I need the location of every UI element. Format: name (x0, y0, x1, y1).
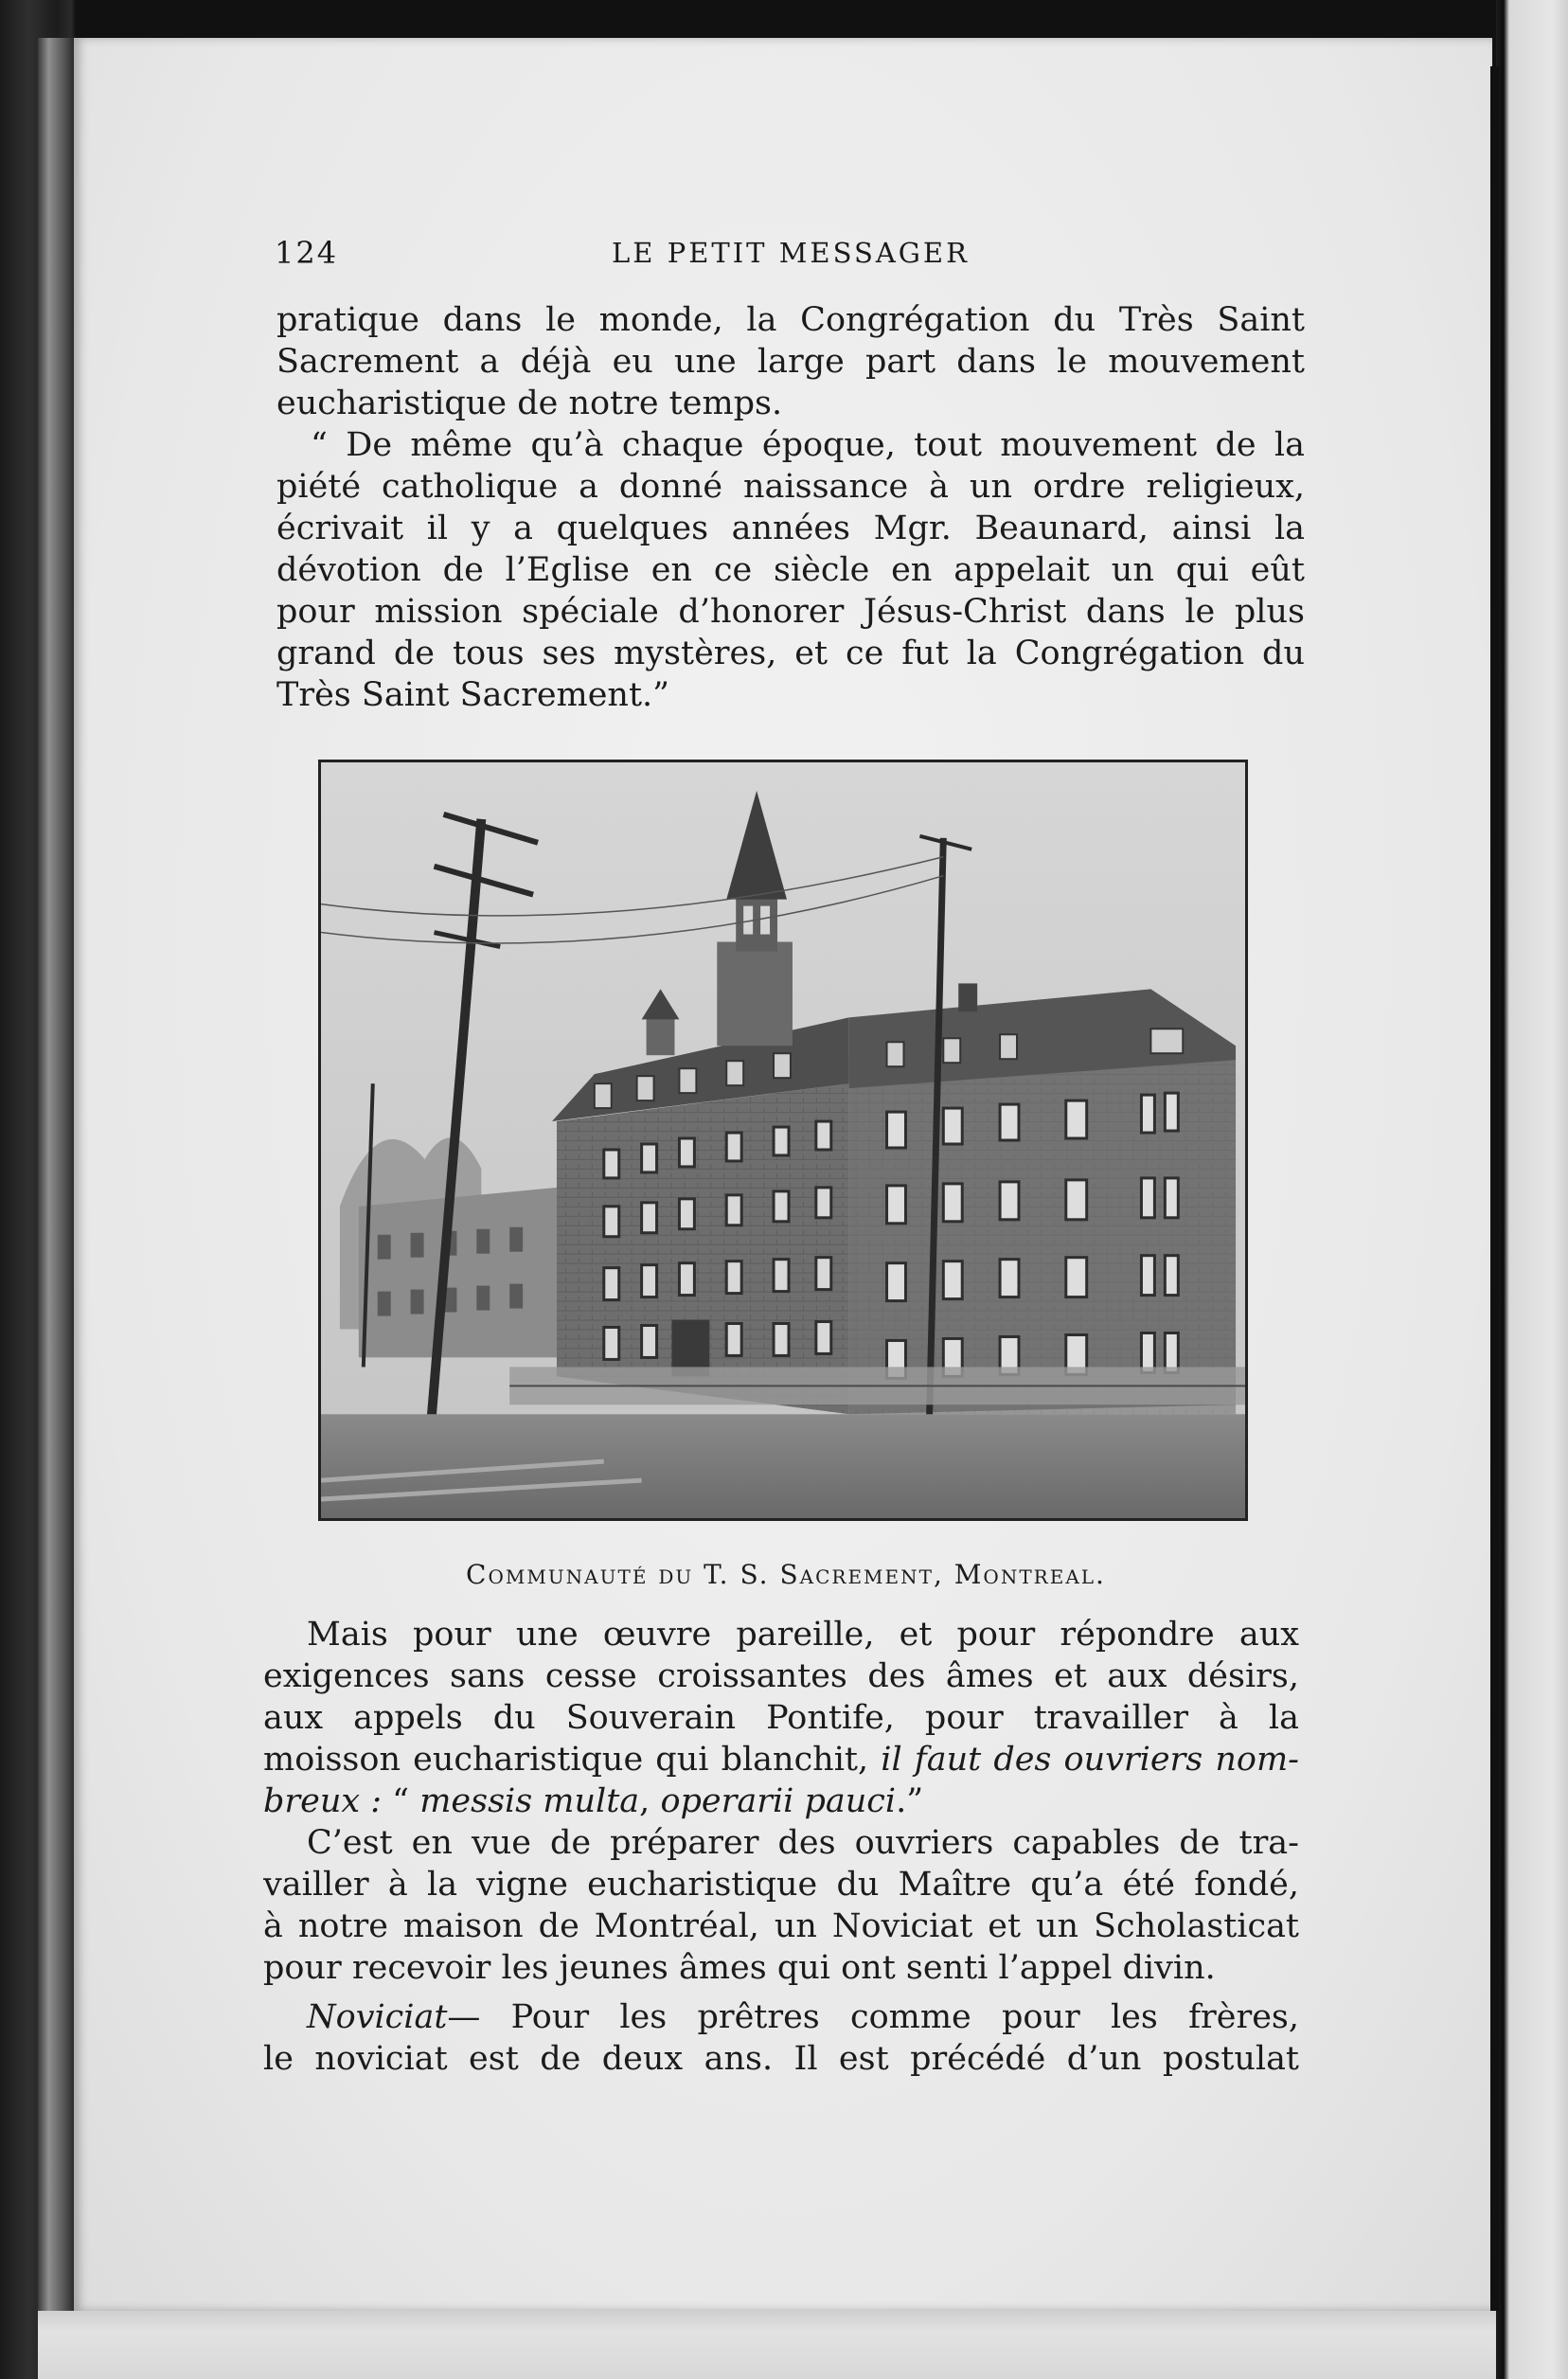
building-photograph (318, 760, 1248, 1521)
text-line: Très Saint Sacrement.” (276, 676, 670, 714)
text-line: aux appels du Souverain Pontife, pour travailler à la (263, 1699, 1299, 1737)
text-run: “ (382, 1782, 420, 1820)
text-line: “ De même qu’à chaque époque, tout mouvement de la (311, 426, 1305, 464)
text-line: grand de tous ses mystères, et ce fut la Congrégation du (276, 635, 1305, 672)
page-bottom-edge (38, 2311, 1496, 2379)
page-number: 124 (275, 235, 339, 271)
top-paragraphs (276, 299, 1305, 716)
building-illustration (321, 762, 1245, 1518)
text-line: dévotion de l’Eglise en ce siècle en appelait un qui eût (276, 551, 1305, 589)
text-line: vailler à la vigne eucharistique du Maître qu’a été fondé, (263, 1866, 1299, 1904)
text-line: eucharistique de notre temps. (276, 385, 783, 422)
text-line (263, 1739, 1299, 1780)
text-line: Sacrement a déjà eu une large part dans le mouvement (276, 343, 1305, 381)
text-run: .” (896, 1782, 924, 1820)
facing-page-edge (1496, 0, 1568, 2379)
text-line: pratique dans le monde, la Congrégation du Très Saint (276, 301, 1305, 339)
text-line: à notre maison de Montréal, un Noviciat et un Scholasticat (263, 1907, 1299, 1945)
text-run: , (639, 1782, 661, 1820)
text-line: pour recevoir les jeunes âmes qui ont senti l’appel divin. (263, 1949, 1216, 1987)
text-line: C’est en vue de préparer des ouvriers capables de tra- (307, 1824, 1299, 1862)
latin-quote: operarii pauci (660, 1782, 897, 1820)
text-line: exigences sans cesse croissantes des âmes et aux désirs, (263, 1657, 1299, 1695)
text-line: écrivait il y a quelques années Mgr. Beaunard, ainsi la (276, 510, 1305, 547)
bottom-paragraphs (263, 1614, 1299, 2080)
running-head (275, 235, 1307, 273)
text-run: moisson eucharistique qui blanchit, (263, 1741, 882, 1779)
page-gutter-line (1490, 66, 1499, 2311)
latin-quote: messis multa (419, 1782, 640, 1820)
text-line: Mais pour une œuvre pareille, et pour répondre aux (307, 1616, 1299, 1654)
text-line (263, 1780, 1299, 1822)
book-binding-edge (38, 38, 74, 2311)
section-heading-italic: Noviciat (307, 1998, 448, 2036)
italic-phrase: breux : (263, 1782, 383, 1820)
running-title: LE PETIT MESSAGER (612, 237, 970, 269)
text-line: piété catholique a donné naissance à un ordre religieux, (276, 468, 1305, 506)
text-line (263, 1996, 1299, 2038)
text-line: le noviciat est de deux ans. Il est précédé d’un postulat (263, 2040, 1299, 2078)
text-line: pour mission spéciale d’honorer Jésus-Christ dans le plus (276, 593, 1305, 631)
photo-caption: Communauté du T. S. Sacrement, Montreal. (466, 1559, 1106, 1590)
text-run: — Pour les prêtres comme pour les frères, (447, 1998, 1299, 2036)
italic-phrase: il faut des ouvriers nom- (881, 1741, 1299, 1779)
